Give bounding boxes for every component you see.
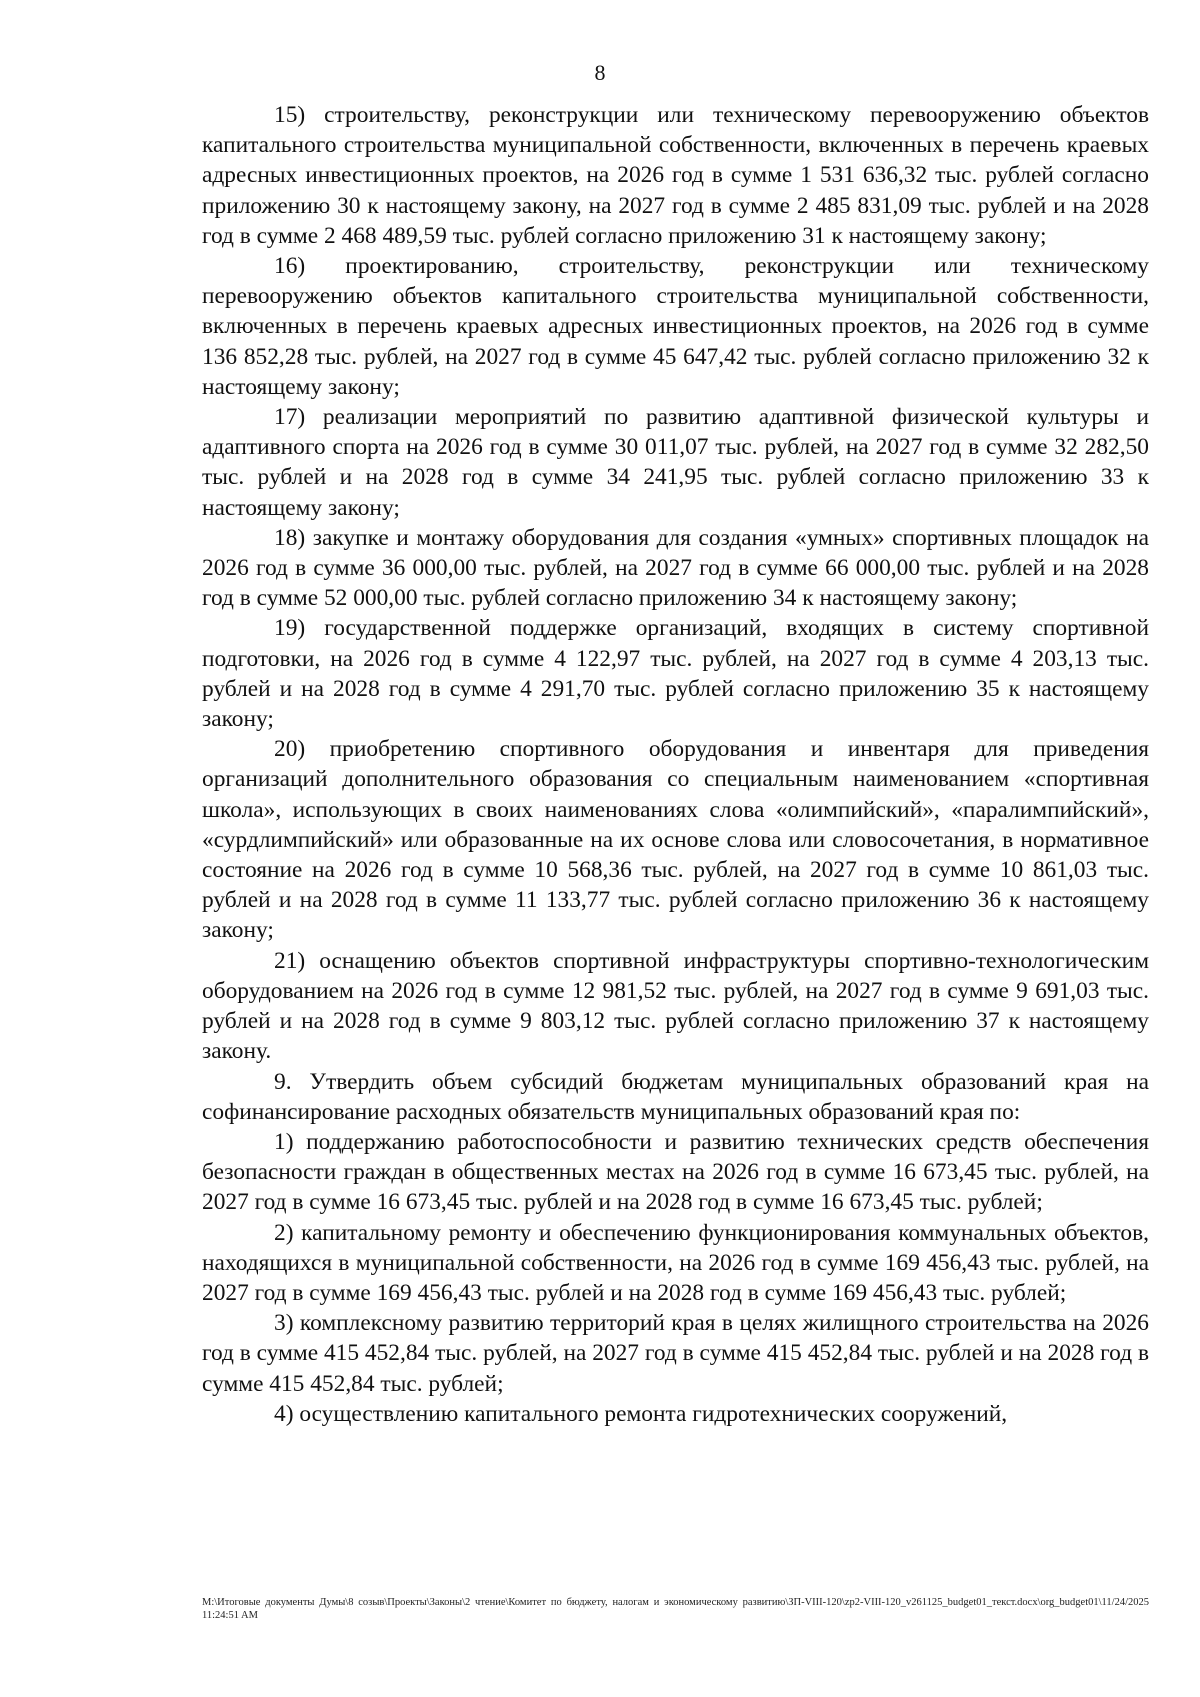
paragraph-subitem-3: 3) комплексному развитию территорий края в целях жилищного строительства на 2026 год в сумме 415 452,84 тыс. рублей, на 2027 год в сумме 415 452,84 тыс. рублей и на 2028 год в сумме 415 452,84 тыс. рублей; (202, 1310, 1149, 1397)
document-body (202, 100, 1149, 1429)
paragraph-subitem-4: 4) осуществлению капитального ремонта гидротехнических сооружений, (274, 1400, 1008, 1427)
paragraph-item-18: 18) закупке и монтажу оборудования для создания «умных» спортивных площадок на 2026 год в сумме 36 000,00 тыс. рублей, на 2027 год в сумме 66 000,00 тыс. рублей и на 2028 год в сумме 52 000,00 тыс. рублей согласно приложению 34 к настоящему закону; (202, 524, 1149, 612)
paragraph-item-17: 17) реализации мероприятий по развитию адаптивной физической культуры и адаптивного спорта на 2026 год в сумме 30 011,07 тыс. рублей, на 2027 год в сумме 32 282,50 тыс. рублей и на 2028 год в сумме 34 241,95 тыс. рублей согласно приложению 33 к настоящему закону; (202, 404, 1149, 521)
paragraph-item-16: 16) проектированию, строительству, реконструкции или техническому перевооружению объектов капитального строительства муниципальной собственности, включенных в перечень краевых адресных инвестиционных проектов, на 2026 год в сумме 136 852,28 тыс. рублей, на 2027 год в сумме 45 647,42 тыс. рублей согласно приложению 32 к настоящему закону; (202, 253, 1149, 400)
paragraph-item-15: 15) строительству, реконструкции или техническому перевооружению объектов капитального строительства муниципальной собственности, включенных в перечень краевых адресных инвестиционных проектов, на 2026 год в сумме 1 531 636,32 тыс. рублей согласно приложению 30 к настоящему закону, на 2027 год в сумме 2 485 831,09 тыс. рублей и на 2028 год в сумме 2 468 489,59 тыс. рублей согласно приложению 31 к настоящему закону; (202, 102, 1149, 249)
paragraph-item-19: 19) государственной поддержке организаций, входящих в систему спортивной подготовки, на 2026 год в сумме 4 122,97 тыс. рублей, на 2027 год в сумме 4 203,13 тыс. рублей и на 2028 год в сумме 4 291,70 тыс. рублей согласно приложению 35 к настоящему закону; (202, 615, 1149, 733)
paragraph-subitem-1: 1) поддержанию работоспособности и развитию технических средств обеспечения безопасности граждан в общественных местах на 2026 год в сумме 16 673,45 тыс. рублей, на 2027 год в сумме 16 673,45 тыс. рублей и на 2028 год в сумме 16 673,45 тыс. рублей; (202, 1128, 1149, 1216)
paragraph-item-20: 20) приобретению спортивного оборудования и инвентаря для приведения организаций дополнительного образования со специальным наименованием «спортивная школа», использующих в своих наименованиях слова «олимпийский», «паралимпийский», «сурдлимпийский» или образованные на их основе слова или словосочетания, в нормативное состояние на 2026 год в сумме 10 568,36 тыс. рублей, на 2027 год в сумме 10 861,03 тыс. рублей и на 2028 год в сумме 11 133,77 тыс. рублей согласно приложению 36 к настоящему закону; (202, 736, 1149, 944)
paragraph-clause-9: 9. Утвердить объем субсидий бюджетам муниципальных образований края на софинансирование расходных обязательств муниципальных образований края по: (202, 1068, 1149, 1125)
paragraph-item-21: 21) оснащению объектов спортивной инфраструктуры спортивно-технологическим оборудованием на 2026 год в сумме 12 981,52 тыс. рублей, на 2027 год в сумме 9 691,03 тыс. рублей и на 2028 год в сумме 9 803,12 тыс. рублей согласно приложению 37 к настоящему закону. (202, 947, 1149, 1065)
page-number: 8 (594, 60, 606, 85)
paragraph-subitem-2: 2) капитальному ремонту и обеспечению функционирования коммунальных объектов, находящихся в муниципальной собственности, на 2026 год в сумме 169 456,43 тыс. рублей, на 2027 год в сумме 169 456,43 тыс. рублей и на 2028 год в сумме 169 456,43 тыс. рублей; (202, 1219, 1149, 1306)
file-path-footer: M:\Итоговые документы Думы\8 созыв\Проекты\Законы\2 чтение\Комитет по бюджету, налогам и экономическому развитию\ЗП-VIII-120\zp2-VIII-120_v261125_budget01_текст.docx\org_budget01\11/24/2025 11:24:51 AM (202, 1597, 1149, 1621)
